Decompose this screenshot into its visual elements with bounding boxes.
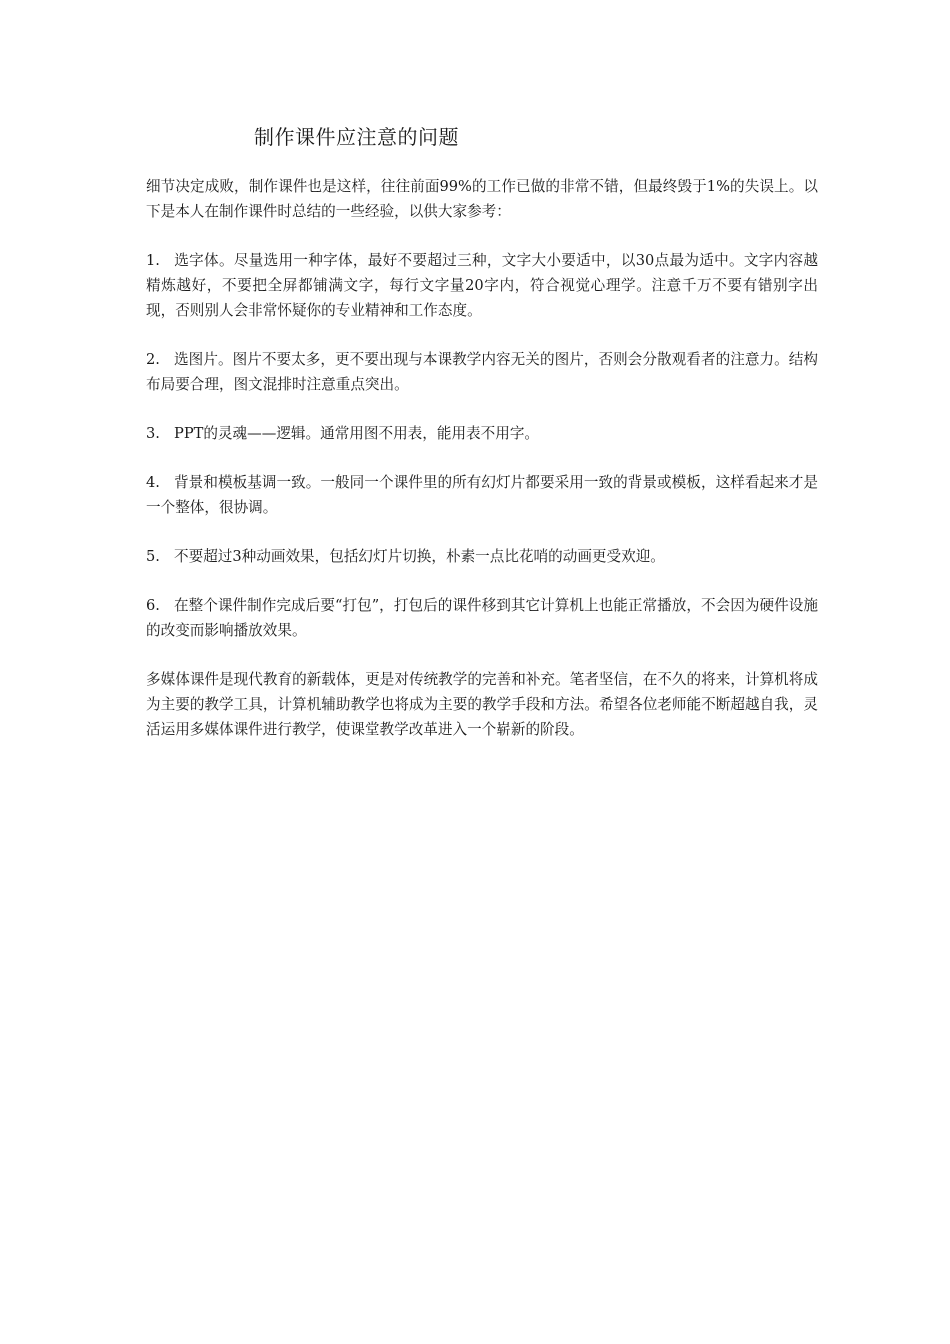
list-item [146,421,818,446]
list-item [146,593,818,643]
list-item-number: 4. [146,474,160,491]
document-body [146,174,818,766]
list-item [146,544,818,569]
list-item-text: 背景和模板基调一致。一般同一个课件里的所有幻灯片都要采用一致的背景或模板，这样看起来才是一个整体，很协调。 [146,474,818,516]
list-item-number: 6. [146,597,160,614]
conclusion-paragraph: 多媒体课件是现代教育的新载体，更是对传统教学的完善和补充。笔者坚信，在不久的将来，计算机将成为主要的教学工具，计算机辅助教学也将成为主要的教学手段和方法。希望各位老师能不断超越自我，灵活运用多媒体课件进行教学，使课堂教学改革进入一个崭新的阶段。 [146,671,818,738]
document-title: 制作课件应注意的问题 [254,125,459,149]
list-item-number: 3. [146,425,160,442]
list-item-number: 1. [146,252,160,269]
list-item [146,470,818,520]
list-item-text: 选字体。尽量选用一种字体，最好不要超过三种，文字大小要适中，以30点最为适中。文字内容越精炼越好，不要把全屏都铺满文字，每行文字量20字内，符合视觉心理学。注意千万不要有错别字出现，否则别人会非常怀疑你的专业精神和工作态度。 [146,252,818,319]
list-item-number: 5. [146,548,160,565]
list-item [146,248,818,323]
list-item-text: 选图片。图片不要太多，更不要出现与本课教学内容无关的图片，否则会分散观看者的注意力。结构布局要合理，图文混排时注意重点突出。 [146,351,818,393]
list-item [146,347,818,397]
intro-paragraph: 细节决定成败，制作课件也是这样，往往前面99%的工作已做的非常不错，但最终毁于1%的失误上。以下是本人在制作课件时总结的一些经验，以供大家参考： [146,178,818,220]
list-item-text: PPT的灵魂——逻辑。通常用图不用表，能用表不用字。 [174,425,540,442]
list-item-text: 不要超过3种动画效果，包括幻灯片切换，朴素一点比花哨的动画更受欢迎。 [174,548,665,565]
list-item-text: 在整个课件制作完成后要“打包”，打包后的课件移到其它计算机上也能正常播放，不会因为硬件设施的改变而影响播放效果。 [146,597,818,639]
list-item-number: 2. [146,351,160,368]
